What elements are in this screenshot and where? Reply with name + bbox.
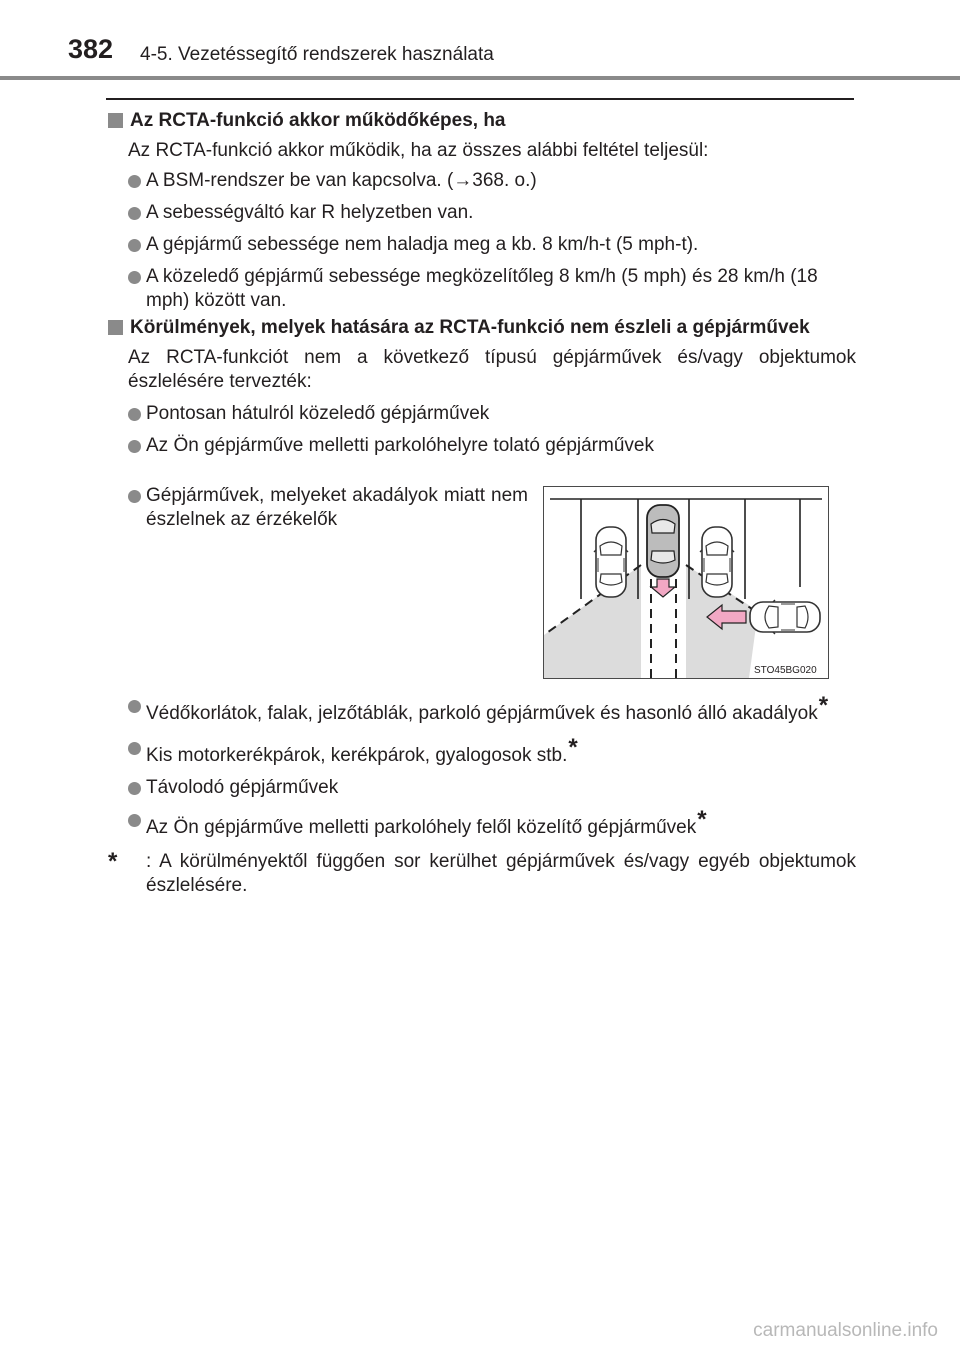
- bullet-dot-icon: [128, 782, 141, 795]
- list-item: [108, 201, 856, 225]
- bullet-dot-icon: [128, 175, 141, 188]
- list-item-text: [146, 694, 856, 726]
- list-item: [108, 808, 856, 840]
- list-item-text: A sebességváltó kar R helyzetben van.: [146, 202, 474, 223]
- diagram-code: STO45BG020: [754, 665, 817, 676]
- footnote-marker: *: [818, 692, 829, 719]
- list-item: [108, 434, 856, 458]
- list-item-text: A közeledő gépjármű sebessége megközelítőleg 8 km/h (5 mph) és 28 km/h (18 mph) között van.: [146, 266, 818, 311]
- footnote-marker: *: [697, 806, 707, 833]
- list-item-text-body: Kis motorkerékpárok, kerékpárok, gyalogosok stb.: [146, 745, 568, 766]
- list-item-text: A BSM-rendszer be van kapcsolva. (→368. o.): [146, 170, 537, 191]
- list-item: [108, 694, 856, 726]
- bullet-dot-icon: [128, 239, 141, 252]
- parked-car-icon: [594, 527, 628, 597]
- bullet-dot-icon: [128, 814, 141, 827]
- section-2-intro: Az RCTA-funkciót nem a következő típusú gépjárművek és/vagy objektumok észlelésére tervezték:: [128, 347, 856, 392]
- list-item-text-body: Az Ön gépjárműve melletti parkolóhely felől közelítő gépjárművek: [146, 817, 697, 838]
- list-item: [108, 776, 856, 800]
- reverse-arrow-icon: [651, 579, 675, 597]
- footnote: [108, 850, 856, 898]
- section-2-more: [108, 694, 856, 898]
- list-item-text: [146, 808, 856, 840]
- obstructed-bullet: [108, 484, 528, 532]
- rcta-diagram-svg: [544, 487, 828, 678]
- footnote-marker: *: [568, 734, 578, 761]
- list-item-text: Gépjárművek, melyeket akadályok miatt nem észlelnek az érzékelők: [146, 485, 528, 530]
- page-number: 382: [68, 34, 114, 64]
- square-bullet-icon: [108, 113, 123, 128]
- list-item-text: Pontosan hátulról közeledő gépjárművek: [146, 403, 490, 424]
- section-1-heading-text: Az RCTA-funkció akkor működőképes, ha: [130, 110, 506, 131]
- footnote-marker: *: [108, 848, 118, 875]
- watermark: carmanualsonline.info: [753, 1320, 938, 1341]
- bullet-dot-icon: [128, 440, 141, 453]
- list-item: [108, 265, 856, 313]
- rcta-diagram: [543, 486, 829, 679]
- section-rule: [106, 98, 854, 100]
- parked-car-icon: [700, 527, 734, 597]
- chapter-title: 4-5. Vezetéssegítő rendszerek használata: [140, 44, 494, 65]
- own-car-icon: [647, 505, 679, 577]
- list-item-text: Távolodó gépjárművek: [146, 777, 339, 798]
- bullet-dot-icon: [128, 490, 141, 503]
- section-2: [108, 316, 856, 458]
- section-1: [108, 109, 856, 313]
- list-item: [108, 402, 856, 426]
- bullet-dot-icon: [128, 742, 141, 755]
- bullet-dot-icon: [128, 408, 141, 421]
- section-2-heading-text: Körülmények, melyek hatására az RCTA-funkció nem észleli a gépjárművek: [130, 317, 810, 338]
- approaching-car-icon: [750, 600, 820, 634]
- list-item: [108, 233, 856, 257]
- square-bullet-icon: [108, 320, 123, 335]
- footnote-mark: [108, 850, 146, 898]
- footnote-text: : A körülményektől függően sor kerülhet gépjárművek és/vagy egyéb objektumok észlelésére.: [146, 851, 856, 896]
- list-item-text: Az Ön gépjárműve melletti parkolóhelyre tolató gépjárművek: [146, 435, 654, 456]
- list-item: [108, 484, 528, 532]
- bullet-dot-icon: [128, 271, 141, 284]
- list-item: [108, 169, 856, 193]
- list-item-text-body: Védőkorlátok, falak, jelzőtáblák, parkoló gépjárművek és hasonló álló akadályok: [146, 703, 818, 724]
- list-item: [108, 736, 856, 768]
- list-item-text: [146, 736, 856, 768]
- section-1-intro: Az RCTA-funkció akkor működik, ha az összes alábbi feltétel teljesül:: [128, 140, 709, 161]
- bullet-dot-icon: [128, 207, 141, 220]
- list-item-text: A gépjármű sebessége nem haladja meg a kb. 8 km/h-t (5 mph-t).: [146, 234, 699, 255]
- header-rule: [0, 76, 960, 80]
- bullet-dot-icon: [128, 700, 141, 713]
- section-1-heading: [108, 109, 856, 133]
- section-2-heading: [108, 316, 856, 340]
